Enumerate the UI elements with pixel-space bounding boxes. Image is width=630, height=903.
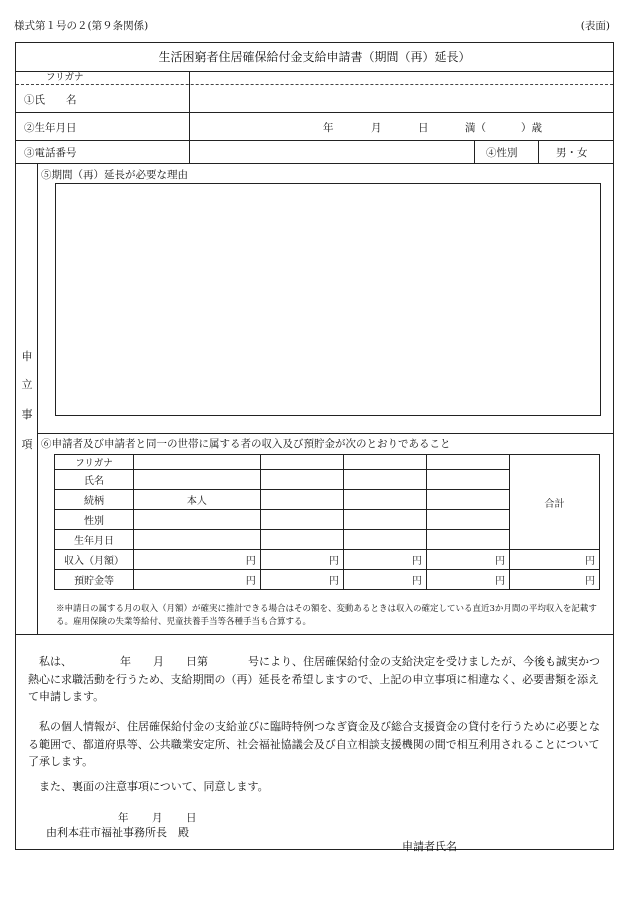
birthdate-input[interactable]	[190, 113, 614, 140]
row-label-name: 氏名	[55, 470, 134, 490]
application-form	[15, 42, 614, 853]
row-label-savings: 預貯金等	[55, 570, 134, 590]
self-relation: 本人	[134, 490, 261, 510]
name-label: ①氏 名	[24, 94, 77, 106]
table-row: 収入（月額） 円 円 円 円 円	[55, 550, 600, 570]
birth-day: 日	[418, 122, 429, 134]
sign-date-year: 年	[118, 812, 129, 824]
row-label-relation: 続柄	[55, 490, 134, 510]
row-label-gender: 性別	[55, 510, 134, 530]
table-row: 預貯金等 円 円 円 円 円	[55, 570, 600, 590]
birth-month: 月	[371, 122, 382, 134]
name-input[interactable]	[190, 85, 614, 112]
income-note: ※申請日の属する月の収入（月額）が確実に推計できる場合はその額を、変動あるときは収入の確定している直近3か月間の平均収入を記載する。雇用保険の失業等給付、児童扶養手当等各種手当も合算する。	[56, 604, 597, 627]
form-title: 生活困窮者住居確保給付金支給申請書（期間（再）延長）	[16, 43, 613, 72]
birth-year: 年	[323, 122, 334, 134]
form-number: 様式第１号の２(第９条関係)	[14, 20, 149, 32]
row-label-birthdate: 生年月日	[55, 530, 134, 550]
table-row	[55, 455, 600, 470]
row-label-income: 収入（月額）	[55, 550, 134, 570]
declaration-p3: また、裏面の注意事項について、同意します。	[39, 780, 269, 793]
applicant-name-label: 申請者氏名	[402, 840, 457, 853]
income-table	[54, 454, 600, 590]
age-close: ）歳	[521, 122, 542, 134]
declaration-p1: 私は、 年 月 日第 号により、住居確保給付金の支給決定を受けましたが、今後も誠実かつ熱心に求職活動を行うため、支給期間の（再）延長を希望しますので、上記の申立事項に相違なく、必要書類を添えて申請します。	[28, 655, 600, 703]
age-open: 満（	[465, 122, 486, 134]
phone-label: ③電話番号	[24, 147, 77, 159]
gender-label: ④性別	[486, 147, 518, 159]
section-char-3: 事	[21, 408, 33, 421]
birthdate-label: ②生年月日	[24, 122, 77, 134]
section-char-4: 項	[21, 438, 33, 451]
reason-label: ⑤期間（再）延長が必要な理由	[41, 169, 188, 181]
declaration-p2: 私の個人情報が、住居確保給付金の支給並びに臨時特例つなぎ資金及び総合支援資金の貸付を行うために必要となる範囲で、都道府県等、公共職業安定所、社会福祉協議会及び自立相談支援機関の間で相互利用されることについて了承します。	[28, 720, 600, 768]
income-label: ⑥申請者及び申請者と同一の世帯に属する者の収入及び預貯金が次のとおりであること	[41, 438, 451, 450]
form-side: (表面)	[580, 20, 610, 32]
addressee: 由利本荘市福祉事務所長 殿	[46, 826, 189, 839]
section-char-1: 申	[21, 350, 33, 363]
sign-date-month: 月	[152, 812, 163, 824]
row-label-furigana: フリガナ	[55, 455, 134, 470]
phone-input[interactable]	[190, 141, 473, 163]
sign-date-day: 日	[186, 812, 197, 824]
furigana-input[interactable]	[190, 71, 614, 85]
gender-options[interactable]: 男・女	[556, 147, 588, 159]
furigana-label: フリガナ	[46, 72, 84, 83]
reason-textarea[interactable]	[55, 183, 601, 416]
total-label: 合計	[510, 455, 600, 550]
section-char-2: 立	[21, 378, 33, 391]
